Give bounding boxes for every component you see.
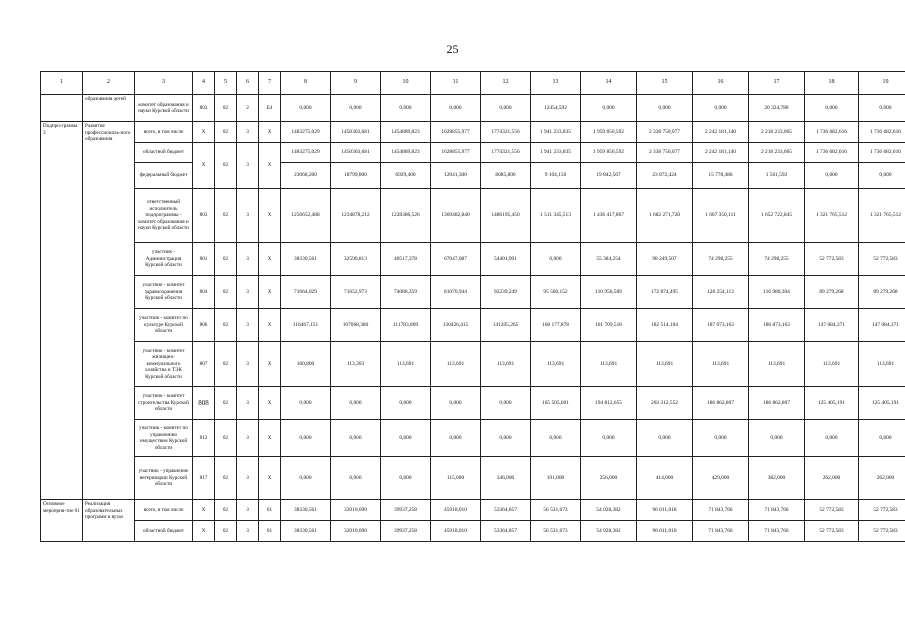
table-cell: 3 xyxy=(237,521,259,542)
table-cell: 71652,973 xyxy=(331,276,381,309)
table-cell: 02 xyxy=(215,420,237,457)
table-cell: 0,000 xyxy=(531,420,581,457)
table-cell: 0,000 xyxy=(859,420,905,457)
table-cell: 110 956,589 xyxy=(581,276,637,309)
table-cell: 32010,690 xyxy=(331,500,381,521)
table-cell: 807 xyxy=(193,342,215,387)
table-cell: 18799,800 xyxy=(331,163,381,189)
table-cell: федеральный бюджет xyxy=(135,163,193,189)
table-cell: 113,691 xyxy=(859,342,905,387)
table-cell: 1228386,526 xyxy=(381,189,431,243)
table-cell: 0,000 xyxy=(331,457,381,500)
table-cell: Х xyxy=(193,521,215,542)
table-cell: областной бюджет xyxy=(135,143,193,163)
table-cell: 1450303,681 xyxy=(331,143,381,163)
table-cell: 187 073,163 xyxy=(693,309,749,342)
table-cell: 0,000 xyxy=(281,457,331,500)
table-cell: 0,000 xyxy=(381,95,431,122)
table-cell: 1 321 765,512 xyxy=(805,189,859,243)
table-cell: 32010,690 xyxy=(331,521,381,542)
table-header-cell: 14 xyxy=(581,72,637,95)
table-cell: 1 959 850,592 xyxy=(581,122,637,143)
table-cell: 808 xyxy=(193,387,215,420)
table-cell: 02 xyxy=(215,457,237,500)
table-cell: 262,000 xyxy=(859,457,905,500)
table-cell: 0,000 xyxy=(749,420,805,457)
table-cell: 2 218 233,065 xyxy=(749,143,805,163)
table-cell xyxy=(41,95,83,122)
table-cell: Е4 xyxy=(259,95,281,122)
table-cell: 126 254,113 xyxy=(693,276,749,309)
table-cell: 113,691 xyxy=(693,342,749,387)
table-cell: 15 778,486 xyxy=(693,163,749,189)
table-cell: 141205,265 xyxy=(481,309,531,342)
table-cell: 113,691 xyxy=(805,342,859,387)
table-cell: 2 xyxy=(237,95,259,122)
table-cell: 113,691 xyxy=(431,342,481,387)
table-cell: 806 xyxy=(193,309,215,342)
table-cell: 12041,300 xyxy=(431,163,481,189)
table-cell: 53364,857 xyxy=(481,521,531,542)
table-cell: 147 084,371 xyxy=(805,309,859,342)
table-cell: 52 772,583 xyxy=(805,500,859,521)
table-cell: 1 736 682,616 xyxy=(805,143,859,163)
table-cell: 1 652 722,845 xyxy=(749,189,805,243)
table-cell: 95 500,152 xyxy=(531,276,581,309)
table-cell: 161 709,516 xyxy=(581,309,637,342)
table-cell: 6929,400 xyxy=(381,163,431,189)
table-cell: 3 xyxy=(237,342,259,387)
table-cell: 382,000 xyxy=(749,457,805,500)
table-cell: Х xyxy=(259,143,281,189)
table-cell: участник - комитет строительства Курской области xyxy=(135,387,193,420)
table-cell: 1450303,681 xyxy=(331,122,381,143)
table-cell: 3 xyxy=(237,457,259,500)
table-cell: 3 xyxy=(237,420,259,457)
table-row xyxy=(41,122,905,143)
table-cell: 9 104,150 xyxy=(531,163,581,189)
table-cell: 38330,561 xyxy=(281,243,331,276)
table-cell: 803 xyxy=(193,189,215,243)
table-cell: 67047,087 xyxy=(431,243,481,276)
table-cell: Х xyxy=(193,500,215,521)
table-cell: 0,000 xyxy=(281,387,331,420)
table-cell: 0,000 xyxy=(331,95,381,122)
table-cell: 1 682 271,728 xyxy=(637,189,693,243)
table-cell: 02 xyxy=(215,95,237,122)
table-cell: 3 xyxy=(237,243,259,276)
table-cell: 0,000 xyxy=(381,420,431,457)
table-cell: 168 177,878 xyxy=(531,309,581,342)
table-cell: 39937,258 xyxy=(381,500,431,521)
table-cell: 89 279,268 xyxy=(805,276,859,309)
table-cell: Х xyxy=(259,342,281,387)
table-cell: Х xyxy=(259,243,281,276)
table-cell: 74088,359 xyxy=(381,276,431,309)
table-row xyxy=(41,309,905,342)
table-row xyxy=(41,276,905,309)
table-cell: 0,000 xyxy=(331,387,381,420)
table-cell: 02 xyxy=(215,243,237,276)
table-cell: 0,000 xyxy=(431,420,481,457)
table-cell: 0,000 xyxy=(381,387,431,420)
table-cell: 71 843,766 xyxy=(749,521,805,542)
table-cell: 71 843,766 xyxy=(693,521,749,542)
table-cell: 92239,249 xyxy=(481,276,531,309)
table-cell: 8085,800 xyxy=(481,163,531,189)
table-cell: 02 xyxy=(215,500,237,521)
table-cell: 54401,901 xyxy=(481,243,531,276)
table-cell: 71664,029 xyxy=(281,276,331,309)
table-cell: 1 959 850,592 xyxy=(581,143,637,163)
table-cell: 1454889,823 xyxy=(381,122,431,143)
table-cell: 1628855,977 xyxy=(431,122,481,143)
table-cell: 1483275,029 xyxy=(281,122,331,143)
table-cell: 3 xyxy=(237,500,259,521)
table-row xyxy=(41,95,905,122)
table-cell: Х xyxy=(259,457,281,500)
table-cell: 186 873,163 xyxy=(749,309,805,342)
table-cell: 02 xyxy=(215,387,237,420)
table-cell: 0,000 xyxy=(331,420,381,457)
table-cell: 1 667 350,111 xyxy=(693,189,749,243)
table-cell: 1 436 417,867 xyxy=(581,189,637,243)
page-number: 25 xyxy=(446,42,459,56)
table-cell: 23068,200 xyxy=(281,163,331,189)
table-cell: ответственный исполнитель подпрограммы - комитет образования и науки Курской области xyxy=(135,189,193,243)
table-cell: 0,000 xyxy=(581,420,637,457)
table-header-cell: 1 xyxy=(41,72,83,95)
table-cell: 02 xyxy=(215,122,237,143)
table-cell: 45918,010 xyxy=(431,521,481,542)
table-cell: участник - управление ветеринарии Курской области xyxy=(135,457,193,500)
table-cell: 71 843,766 xyxy=(749,500,805,521)
table-cell: 52 772,583 xyxy=(859,243,905,276)
table-cell: 32590,813 xyxy=(331,243,381,276)
table-cell: 71 843,766 xyxy=(693,500,749,521)
table-cell: 113,691 xyxy=(531,342,581,387)
table-cell: 12454,592 xyxy=(531,95,581,122)
table-cell: Х xyxy=(259,122,281,143)
table-cell: 53364,857 xyxy=(481,500,531,521)
table-header-cell: 9 xyxy=(331,72,381,95)
table-cell: 0,000 xyxy=(693,95,749,122)
table-cell: 812 xyxy=(193,420,215,457)
table-cell: 20 324,788 xyxy=(749,95,805,122)
table-cell: Х xyxy=(193,143,215,189)
table-cell: 19 842,567 xyxy=(581,163,637,189)
table-cell: 182 514,104 xyxy=(637,309,693,342)
table-header-cell: 16 xyxy=(693,72,749,95)
table-cell: Х xyxy=(259,189,281,243)
table-header-cell: 12 xyxy=(481,72,531,95)
table-cell: Х xyxy=(259,387,281,420)
table-header-cell: 8 xyxy=(281,72,331,95)
table-cell: 262,000 xyxy=(805,457,859,500)
table-header-cell: 10 xyxy=(381,72,431,95)
table-cell: 01 xyxy=(259,500,281,521)
table-cell: 0,000 xyxy=(481,95,531,122)
budget-table xyxy=(40,71,905,542)
table-cell: 89 279,268 xyxy=(859,276,905,309)
table-cell: 52 772,583 xyxy=(859,521,905,542)
table-cell: 0,000 xyxy=(805,420,859,457)
table-cell: областной бюджет xyxy=(135,521,193,542)
table-cell: 107068,380 xyxy=(331,309,381,342)
table-header-cell: 11 xyxy=(431,72,481,95)
table-cell: участник - комитет по управлению имуществом Курской области xyxy=(135,420,193,457)
table-cell: 3 xyxy=(237,387,259,420)
table-cell: образования детей xyxy=(83,95,135,122)
table-cell: 1 736 682,616 xyxy=(805,122,859,143)
table-cell: Х xyxy=(259,309,281,342)
table-cell: 02 xyxy=(215,309,237,342)
table-cell: 125 405,191 xyxy=(805,387,859,420)
table-cell: 39937,258 xyxy=(381,521,431,542)
table-cell: 116467,151 xyxy=(281,309,331,342)
table-cell: 02 xyxy=(215,342,237,387)
table-cell: 1628855,977 xyxy=(431,143,481,163)
table-cell: 0,000 xyxy=(431,387,481,420)
table-cell: 1 736 682,616 xyxy=(859,122,905,143)
table-cell: 113,691 xyxy=(581,342,637,387)
table-cell: участник - комитет по культуре Курской области xyxy=(135,309,193,342)
table-cell: 23 872,424 xyxy=(637,163,693,189)
table-cell: 256,000 xyxy=(581,457,637,500)
table-row xyxy=(41,189,905,243)
table-cell: 54 028,382 xyxy=(581,521,637,542)
table-cell: 3 xyxy=(237,122,259,143)
table-header-cell: 5 xyxy=(215,72,237,95)
table-cell: участник - Администрация Курской области xyxy=(135,243,193,276)
table-cell: 0,000 xyxy=(281,420,331,457)
table-header-cell: 3 xyxy=(135,72,193,95)
table-cell: 1 941 233,835 xyxy=(531,122,581,143)
table-cell: 3 xyxy=(237,189,259,243)
table-cell: 55 384,254 xyxy=(581,243,637,276)
table-cell: 38330,561 xyxy=(281,521,331,542)
table-cell: 2 338 750,077 xyxy=(637,122,693,143)
table-row xyxy=(41,243,905,276)
table-cell: Реализация образовательных программ в вузах xyxy=(83,500,135,542)
table-cell: 113,691 xyxy=(381,342,431,387)
table-cell: 804 xyxy=(193,276,215,309)
table-cell: 116 980,304 xyxy=(749,276,805,309)
table-cell: 0,000 xyxy=(859,95,905,122)
table-cell: 56 531,673 xyxy=(531,500,581,521)
table-cell: 429,000 xyxy=(693,457,749,500)
table-cell: 0,000 xyxy=(531,243,581,276)
table-cell: 194 812,655 xyxy=(581,387,637,420)
table-cell: 1774321,556 xyxy=(481,122,531,143)
table-cell: 172 874,495 xyxy=(637,276,693,309)
table-cell: 346,000 xyxy=(481,457,531,500)
table-cell: 817 xyxy=(193,457,215,500)
table-cell: 02 xyxy=(215,521,237,542)
table-cell: 3 xyxy=(237,309,259,342)
table-cell: 202 312,552 xyxy=(637,387,693,420)
table-cell: всего, в том числе xyxy=(135,122,193,143)
table-cell: Х xyxy=(259,276,281,309)
table-cell: 130426,415 xyxy=(431,309,481,342)
table-cell: 113,691 xyxy=(749,342,805,387)
table-cell: 186 862,807 xyxy=(749,387,805,420)
table-cell: 0,000 xyxy=(481,387,531,420)
table-cell: 45918,010 xyxy=(431,500,481,521)
table-cell: 1256652,488 xyxy=(281,189,331,243)
table-row xyxy=(41,387,905,420)
table-row xyxy=(41,500,905,521)
table-cell: 0,000 xyxy=(637,420,693,457)
table-cell: 81070,944 xyxy=(431,276,481,309)
table-cell: 0,000 xyxy=(859,163,905,189)
table-row xyxy=(41,457,905,500)
table-cell: участник - комитет жилищно-коммунального хозяйства и ТЭК Курской области xyxy=(135,342,193,387)
table-cell: 1 561,592 xyxy=(749,163,805,189)
table-row xyxy=(41,143,905,163)
table-cell: 115,000 xyxy=(431,457,481,500)
table-cell: Х xyxy=(193,122,215,143)
table-header-row xyxy=(41,72,905,95)
table-cell: 3 xyxy=(237,143,259,189)
table-cell: 165 505,601 xyxy=(531,387,581,420)
table-cell: 1483275,029 xyxy=(281,143,331,163)
table-cell: 111783,869 xyxy=(381,309,431,342)
table-cell: 186 862,807 xyxy=(693,387,749,420)
table-cell: 02 xyxy=(215,189,237,243)
table-cell: 1454889,823 xyxy=(381,143,431,163)
table-cell: 113,303 xyxy=(331,342,381,387)
table-header-cell: 19 xyxy=(859,72,905,95)
table-cell: 02 xyxy=(215,143,237,189)
table-cell: 125 405,191 xyxy=(859,387,905,420)
table-cell: 40517,378 xyxy=(381,243,431,276)
table-cell: 2 338 750,077 xyxy=(637,143,693,163)
table-cell: 74 298,255 xyxy=(693,243,749,276)
table-cell: 96 011,018 xyxy=(637,521,693,542)
table-cell: 1369482,840 xyxy=(431,189,481,243)
table-header-cell: 4 xyxy=(193,72,215,95)
table-cell: комитет образования и науки Курской области xyxy=(135,95,193,122)
table-cell: 2 242 181,140 xyxy=(693,143,749,163)
table-header-cell: 17 xyxy=(749,72,805,95)
table-cell: 801 xyxy=(193,243,215,276)
table-cell: 54 028,382 xyxy=(581,500,637,521)
table-row xyxy=(41,342,905,387)
table-header-cell: 2 xyxy=(83,72,135,95)
table-cell: 2 242 181,140 xyxy=(693,122,749,143)
table-cell: 02 xyxy=(215,276,237,309)
table-header-cell: 6 xyxy=(237,72,259,95)
table-cell: 414,000 xyxy=(637,457,693,500)
table-cell: 1774321,556 xyxy=(481,143,531,163)
table-header-cell: 15 xyxy=(637,72,693,95)
table-cell: 0,000 xyxy=(693,420,749,457)
table-cell: Основное мероприя-тие 01 xyxy=(41,500,83,542)
table-cell: 38330,561 xyxy=(281,500,331,521)
table-cell: 1234878,212 xyxy=(331,189,381,243)
table-cell: всего, в том числе xyxy=(135,500,193,521)
table-cell: 0,000 xyxy=(431,95,481,122)
table-cell: 1 736 682,616 xyxy=(859,143,905,163)
table-cell: 3 xyxy=(237,276,259,309)
table-cell: 2 218 233,065 xyxy=(749,122,805,143)
table-cell: 0,000 xyxy=(805,163,859,189)
table-cell: 01 xyxy=(259,521,281,542)
table-cell: 113,691 xyxy=(637,342,693,387)
table-cell: 0,000 xyxy=(581,95,637,122)
table-header-cell: 13 xyxy=(531,72,581,95)
table-cell: участник - комитет здравоохранения Курской области xyxy=(135,276,193,309)
table-cell: 0,000 xyxy=(637,95,693,122)
table-cell: 147 084,371 xyxy=(859,309,905,342)
table-cell: 0,000 xyxy=(381,457,431,500)
table-cell: 56 531,673 xyxy=(531,521,581,542)
table-cell: 160,800 xyxy=(281,342,331,387)
table-cell: 1 511 345,513 xyxy=(531,189,581,243)
table-cell: Х xyxy=(259,420,281,457)
table-header-cell: 18 xyxy=(805,72,859,95)
table-cell: 0,000 xyxy=(281,95,331,122)
table-cell: 52 772,583 xyxy=(805,243,859,276)
table-row xyxy=(41,521,905,542)
table-cell: 1 941 233,835 xyxy=(531,143,581,163)
table-cell: 191,000 xyxy=(531,457,581,500)
table-row xyxy=(41,420,905,457)
table-cell: 113,691 xyxy=(481,342,531,387)
table-cell: Подпро-грамма 3 xyxy=(41,122,83,500)
table-cell: 52 772,583 xyxy=(805,521,859,542)
table-cell: 96 011,018 xyxy=(637,500,693,521)
table-cell: 0,000 xyxy=(481,420,531,457)
table-header-cell: 7 xyxy=(259,72,281,95)
table-cell: 1 321 765,512 xyxy=(859,189,905,243)
table-cell: Развитие профессиональ-ного образования xyxy=(83,122,135,500)
table-cell: 1486195,450 xyxy=(481,189,531,243)
table-row xyxy=(41,163,905,189)
table-cell: 98 249,507 xyxy=(637,243,693,276)
table-cell: 803 xyxy=(193,95,215,122)
table-cell: 0,000 xyxy=(805,95,859,122)
table-cell: 52 772,583 xyxy=(859,500,905,521)
table-cell: 74 298,255 xyxy=(749,243,805,276)
